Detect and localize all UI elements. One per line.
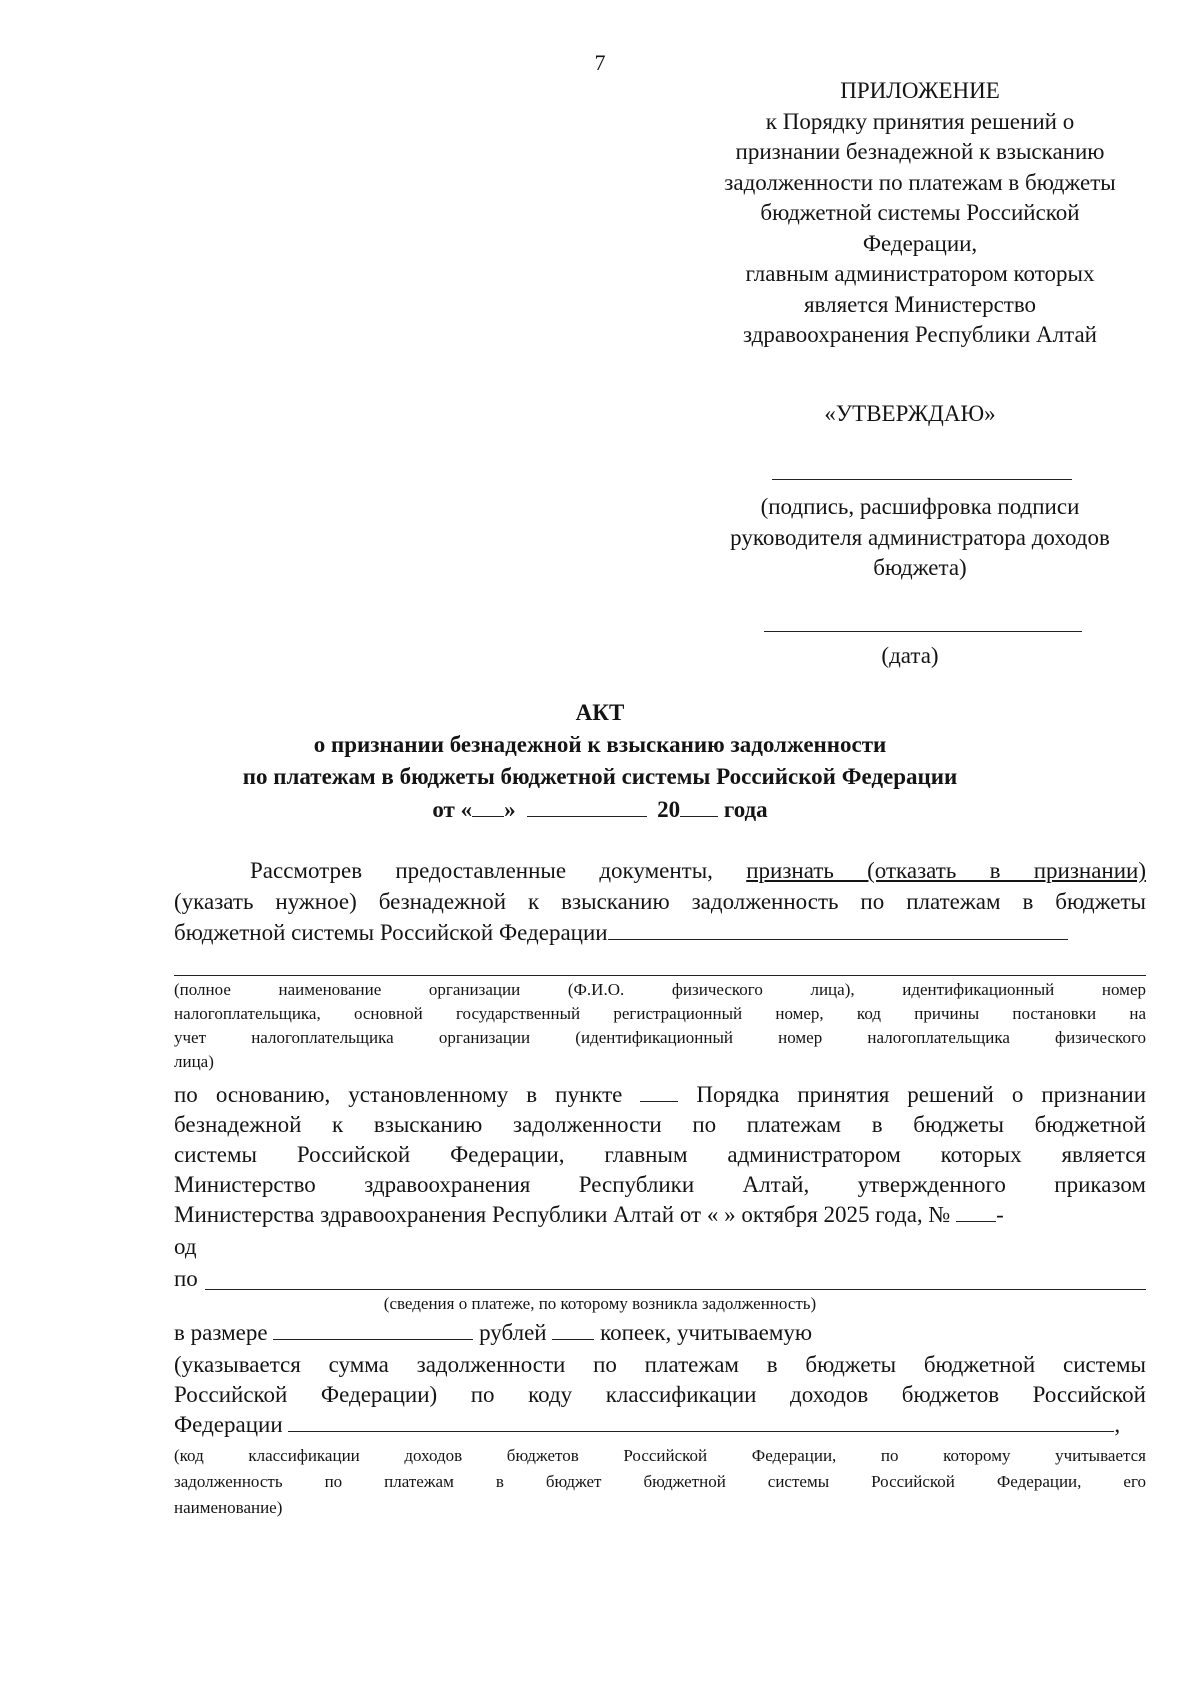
appendix-line: к Порядку принятия решений о — [765, 108, 1075, 134]
body-paragraph-line: (указать нужное) безнадежной к взысканию задолженность по платежам в бюджеты — [174, 889, 1146, 914]
org-caption-line: налогоплательщика, основной государственный регистрационный номер, код причины постановки на — [174, 1004, 1146, 1023]
appendix-line: признании безнадежной к взысканию — [735, 139, 1105, 164]
body-paragraph-line — [250, 858, 1146, 884]
approval-heading: «УТВЕРЖДАЮ» — [824, 401, 996, 426]
body-text: бюджетной системы Российской Федерации — [174, 920, 608, 945]
year-suffix: года — [723, 797, 768, 822]
appendix-line: является Министерство — [803, 291, 1037, 317]
appendix-line: Федерации, — [862, 230, 978, 256]
code-caption-line: наименование) — [174, 1498, 283, 1517]
code-caption-line: (код классификации доходов бюджетов Российской Федерации, по которому учитывается — [174, 1446, 1146, 1465]
recognize-choice: признать (отказать в признании) — [746, 858, 1147, 883]
signature-caption-line: руководителя администратора доходов — [730, 524, 1110, 550]
appendix-header — [680, 76, 1160, 351]
order-number-blank — [956, 1203, 996, 1222]
org-caption-line: лица) — [174, 1052, 214, 1071]
year-prefix: 20 — [657, 797, 681, 822]
order-line — [174, 1202, 1004, 1228]
basis-text: по основанию, установленному в пункте — [174, 1082, 623, 1107]
rubles-blank — [273, 1321, 473, 1340]
federation-label: Федерации — [174, 1412, 283, 1437]
appendix-line: бюджетной системы Российской — [760, 200, 1080, 225]
basis-line: безнадежной к взысканию задолженности по платежам в бюджеты бюджетной — [174, 1112, 1146, 1137]
amount-note-line: Российской Федерации) по коду классификации доходов бюджетов Российской — [174, 1382, 1146, 1407]
payment-caption: (сведения о платеже, по которому возникла задолженность) — [383, 1294, 817, 1313]
org-caption-line: (полное наименование организации (Ф.И.О. физического лица), идентификационный номер — [174, 980, 1146, 999]
act-subtitle: о признании безнадежной к взысканию задолженности — [313, 732, 887, 757]
basis-line — [174, 1082, 1146, 1108]
rubles-label: рублей — [479, 1320, 547, 1345]
signature-caption-line: (подпись, расшифровка подписи — [760, 494, 1080, 519]
kopecks-blank — [552, 1321, 594, 1340]
clause-blank — [640, 1083, 678, 1102]
basis-line: системы Российской Федерации, главным администратором которых является — [174, 1142, 1146, 1167]
payment-label: по — [174, 1266, 198, 1291]
order-suffix: од — [174, 1234, 197, 1259]
date-caption: (дата) — [881, 643, 939, 668]
act-subtitle: по платежам в бюджеты бюджетной системы Российской Федерации — [242, 764, 958, 789]
appendix-line: главным администратором которых — [745, 261, 1095, 286]
debtor-blank — [608, 921, 1068, 940]
basis-text: Порядка принятия решений о признании — [696, 1082, 1147, 1107]
order-text: Министерства здравоохранения Республики Алтай от « » октября 2025 года, № — [174, 1202, 951, 1227]
order-dash: - — [996, 1202, 1004, 1227]
act-title: АКТ — [575, 700, 625, 725]
act-date-line — [0, 797, 1200, 823]
debtor-name-line — [174, 975, 1146, 976]
date-from-label: от « — [432, 797, 473, 822]
payment-line — [205, 1289, 1146, 1290]
body-text: Рассмотрев предоставленные документы, — [250, 858, 713, 883]
classification-code-blank — [288, 1413, 1114, 1432]
signature-caption-line: бюджета) — [873, 555, 967, 580]
body-paragraph-line — [174, 920, 1068, 946]
appendix-line: задолженности по платежам в бюджеты — [724, 169, 1116, 195]
amount-note-line: (указывается сумма задолженности по платежам в бюджеты бюджетной системы — [174, 1352, 1146, 1377]
org-caption-line: учет налогоплательщика организации (идентификационный номер налогоплательщика физического — [174, 1028, 1146, 1047]
basis-line: Министерство здравоохранения Республики Алтай, утвержденного приказом — [174, 1172, 1146, 1197]
signature-caption — [680, 492, 1160, 584]
month-blank — [527, 798, 647, 817]
appendix-line: здравоохранения Республики Алтай — [743, 322, 1097, 347]
page-number: 7 — [594, 50, 606, 75]
date-close-quote: » — [504, 797, 516, 822]
federation-comma: , — [1114, 1412, 1121, 1437]
date-line — [764, 631, 1082, 632]
code-caption-line: задолженность по платежам в бюджет бюджетной системы Российской Федерации, его — [174, 1472, 1146, 1491]
appendix-line: ПРИЛОЖЕНИЕ — [840, 78, 1000, 103]
amount-label: в размере — [174, 1320, 268, 1345]
signature-line — [772, 479, 1072, 480]
amount-line — [174, 1320, 812, 1346]
federation-line — [174, 1412, 1120, 1438]
day-blank — [472, 798, 504, 817]
kopecks-label: копеек, учитываемую — [600, 1320, 813, 1345]
year-blank — [680, 798, 718, 817]
